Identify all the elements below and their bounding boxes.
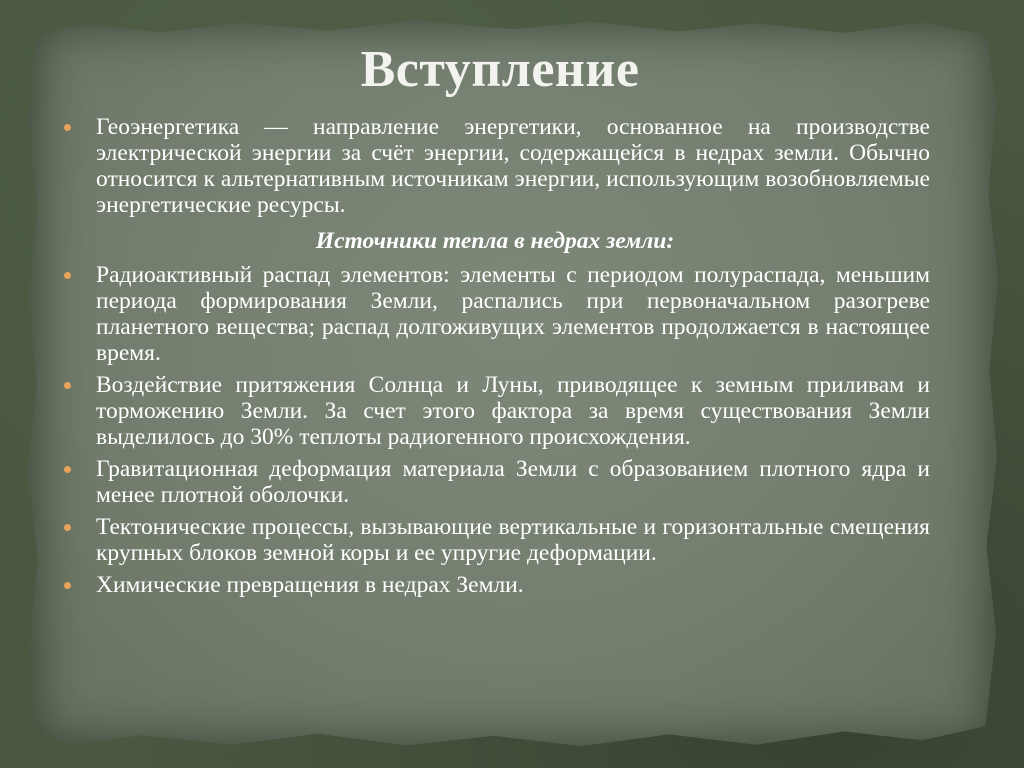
intro-text: Геоэнергетика — направление энергетики, основанное на производстве электрической энергии за счёт энергии, содержащейся в недрах земли. Обычно относится к альтернативным источникам энергии, использующим возобновляемые энергетические ресурсы. xyxy=(96,114,930,218)
bullet-dot-icon xyxy=(64,124,71,131)
list-item-text: Воздействие притяжения Солнца и Луны, приводящее к земным приливам и торможению Земли. За счет этого фактора за время существования Земли выделилось до 30% теплоты радиогенного происхождения. xyxy=(96,372,930,450)
list-item-text: Радиоактивный распад элементов: элементы с периодом полураспада, меньшим периода формирования Земли, распались при первоначальном разогреве планетного вещества; распад долгоживущих элементов продолжается в настоящее время. xyxy=(96,262,930,366)
bullet-dot-icon xyxy=(64,466,71,473)
list-item xyxy=(60,262,930,366)
section-subheading: Источники тепла в недрах земли: xyxy=(315,228,675,254)
list-item xyxy=(60,572,930,598)
slide-body xyxy=(60,114,930,598)
bullet-dot-icon xyxy=(64,382,71,389)
list-item-text: Тектонические процессы, вызывающие вертикальные и горизонтальные смещения крупных блоков земной коры и ее упругие деформации. xyxy=(96,514,930,566)
list-item-text: Гравитационная деформация материала Земли с образованием плотного ядра и менее плотной оболочки. xyxy=(96,456,930,508)
list-item xyxy=(60,372,930,450)
bullet-dot-icon xyxy=(64,272,71,279)
intro-paragraph xyxy=(60,114,930,218)
bullet-dot-icon xyxy=(64,582,71,589)
list-item xyxy=(60,514,930,566)
list-item-text: Химические превращения в недрах Земли. xyxy=(96,572,524,598)
list-item xyxy=(60,456,930,508)
slide-title: Вступление xyxy=(360,41,640,98)
bullet-dot-icon xyxy=(64,524,71,531)
